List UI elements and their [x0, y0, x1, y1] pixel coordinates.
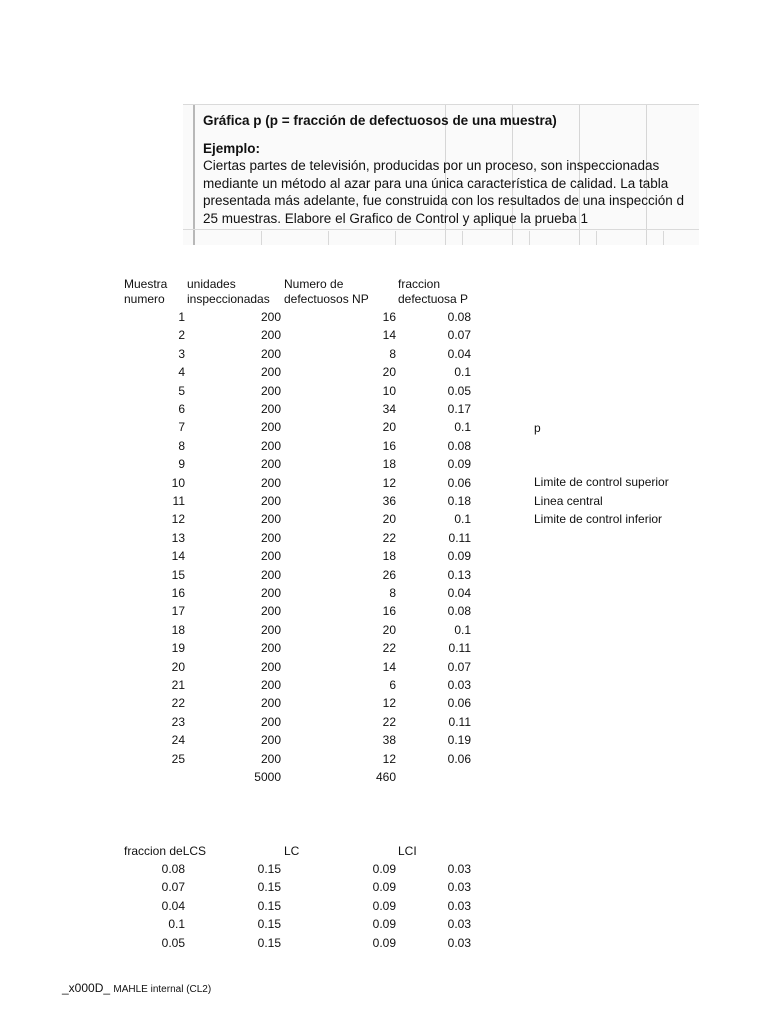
snippet-title: Gráfica p (p = fracción de defectuosos de una muestra) — [203, 113, 557, 128]
table-cell: 24 — [171, 733, 185, 748]
table-cell: 0.04 — [447, 586, 471, 600]
table-cell: 7 — [178, 420, 185, 435]
control-header-lc: LC — [284, 844, 300, 858]
control-table-cell: 0.03 — [447, 862, 471, 876]
table-cell: 23 — [171, 714, 185, 729]
table-cell: 0.08 — [447, 604, 471, 619]
table-cell: 22 — [171, 696, 185, 711]
table-cell: 18 — [171, 622, 185, 637]
table-cell: 8 — [178, 438, 185, 453]
table-cell: 200 — [260, 475, 281, 490]
table-cell: 12 — [382, 696, 396, 711]
table-cell: 10 — [171, 475, 185, 490]
label-lci: Limite de control inferior — [534, 512, 663, 526]
control-table-cell: 0.03 — [447, 935, 471, 950]
table-cell: 0.11 — [448, 714, 471, 729]
table-cell: 14 — [382, 659, 396, 674]
table-cell: 12 — [171, 512, 185, 527]
table-cell: 38 — [382, 733, 396, 748]
table-cell: 200 — [260, 530, 281, 545]
table-cell: 0.08 — [447, 310, 471, 324]
table-cell: 0.13 — [447, 567, 471, 582]
table-cell: 0.07 — [447, 659, 471, 674]
table-cell: 0.1 — [454, 365, 471, 380]
table-cell: 9 — [178, 457, 185, 472]
table-cell: 20 — [382, 622, 396, 637]
table-cell: 200 — [260, 402, 281, 416]
table-cell: 200 — [260, 714, 281, 729]
table-cell: 16 — [171, 586, 185, 600]
header-unidades: unidades inspeccionadas — [187, 277, 270, 306]
table-cell: 0.18 — [447, 494, 471, 508]
table-cell: 22 — [382, 641, 396, 656]
total-units: 5000 — [254, 770, 281, 784]
table-cell: 200 — [260, 622, 281, 637]
control-table-cell: 0.05 — [161, 935, 185, 950]
table-cell: 25 — [171, 751, 185, 766]
table-cell: 0.11 — [448, 530, 471, 545]
control-table-cell: 0.03 — [447, 917, 471, 932]
table-cell: 200 — [260, 604, 281, 619]
table-cell: 200 — [260, 420, 281, 435]
table-cell: 5 — [178, 383, 185, 398]
table-cell: 0.06 — [447, 696, 471, 711]
table-cell: 19 — [171, 641, 185, 656]
table-cell: 200 — [260, 586, 281, 600]
snippet-line: Ciertas partes de televisión, producidas por un proceso, son inspeccionadas — [203, 158, 660, 173]
table-cell: 22 — [382, 530, 396, 545]
table-cell: 0.1 — [454, 512, 471, 527]
control-table-cell: 0.09 — [372, 898, 396, 913]
table-cell: 200 — [260, 310, 281, 324]
table-cell: 20 — [382, 365, 396, 380]
table-cell: 200 — [260, 733, 281, 748]
control-table-cell: 0.04 — [161, 898, 185, 913]
table-cell: 15 — [171, 567, 185, 582]
table-cell: 0.06 — [447, 751, 471, 766]
snippet-line: 25 muestras. Elabore el Grafico de Control y aplique la prueba 1 — [203, 210, 588, 226]
table-cell: 8 — [389, 586, 396, 600]
table-cell: 18 — [382, 457, 396, 472]
table-cell: 0.1 — [454, 420, 471, 435]
table-cell: 13 — [171, 530, 185, 545]
table-cell: 200 — [260, 549, 281, 564]
table-cell: 200 — [260, 751, 281, 766]
table-cell: 200 — [260, 494, 281, 508]
total-defects: 460 — [375, 770, 396, 784]
table-cell: 12 — [382, 475, 396, 490]
table-cell: 20 — [171, 659, 185, 674]
footer — [62, 981, 211, 995]
control-table-cell: 0.03 — [447, 880, 471, 895]
table-cell: 200 — [260, 365, 281, 380]
table-cell: 0.1 — [454, 622, 471, 637]
control-table-cell: 0.15 — [257, 917, 281, 932]
table-cell: 0.06 — [447, 475, 471, 490]
snippet-line: presentada más adelante, fue construida con los resultados de una inspección d — [203, 193, 685, 208]
table-cell: 200 — [260, 659, 281, 674]
table-cell: 0.04 — [447, 346, 471, 361]
table-cell: 3 — [178, 346, 185, 361]
table-cell: 0.07 — [447, 328, 471, 343]
header-muestra: Muestra numero — [124, 277, 168, 306]
control-header-fraccion: fraccion deLCS — [124, 844, 207, 858]
table-cell: 0.11 — [448, 641, 471, 656]
label-lcs: Limite de control superior — [534, 475, 669, 489]
table-cell: 14 — [171, 549, 185, 564]
footer-classification: MAHLE internal (CL2) — [113, 984, 212, 995]
table-cell: 18 — [382, 549, 396, 564]
table-cell: 11 — [172, 494, 185, 508]
table-cell: 36 — [382, 494, 396, 508]
table-cell: 16 — [382, 310, 396, 324]
table-cell: 21 — [171, 678, 185, 692]
snippet-line: mediante un método al azar para una única característica de calidad. La tabla — [203, 175, 669, 191]
table-cell: 200 — [260, 696, 281, 711]
table-cell: 200 — [260, 346, 281, 361]
control-table-cell: 0.15 — [257, 880, 281, 895]
table-cell: 200 — [260, 641, 281, 656]
snippet-subtitle: Ejemplo: — [203, 141, 261, 156]
label-p: p — [534, 421, 541, 435]
control-table-cell: 0.09 — [372, 862, 396, 876]
table-cell: 16 — [382, 604, 396, 619]
table-cell: 0.05 — [447, 383, 471, 398]
table-cell: 200 — [260, 457, 281, 472]
control-table-cell: 0.08 — [161, 862, 185, 876]
control-table-cell: 0.1 — [168, 917, 185, 932]
table-cell: 20 — [382, 512, 396, 527]
control-table-cell: 0.09 — [372, 880, 396, 895]
table-cell: 200 — [260, 438, 281, 453]
table-cell: 6 — [389, 678, 396, 692]
table-cell: 200 — [260, 567, 281, 582]
header-defectuosos: Numero de defectuosos NP — [284, 277, 369, 306]
control-table-cell: 0.15 — [257, 862, 281, 876]
table-cell: 34 — [382, 402, 396, 416]
table-cell: 0.09 — [447, 457, 471, 472]
table-cell: 1 — [178, 310, 185, 324]
table-cell: 0.03 — [447, 678, 471, 692]
table-cell: 200 — [260, 383, 281, 398]
table-cell: 0.17 — [447, 402, 471, 416]
table-cell: 16 — [382, 438, 396, 453]
table-cell: 2 — [178, 328, 185, 343]
table-cell: 0.08 — [447, 438, 471, 453]
control-table-cell: 0.15 — [257, 898, 281, 913]
table-cell: 14 — [382, 328, 396, 343]
control-header-lci: LCI — [398, 844, 417, 858]
table-cell: 200 — [260, 328, 281, 343]
control-table-cell: 0.09 — [372, 935, 396, 950]
control-table-cell: 0.15 — [257, 935, 281, 950]
label-lc: Linea central — [534, 494, 603, 508]
table-cell: 17 — [171, 604, 185, 619]
table-cell: 200 — [260, 512, 281, 527]
control-table-cell: 0.03 — [447, 898, 471, 913]
control-table-cell: 0.09 — [372, 917, 396, 932]
table-cell: 12 — [382, 751, 396, 766]
footer-code: _x000D_ — [62, 981, 111, 995]
table-cell: 8 — [389, 346, 396, 361]
table-cell: 0.09 — [447, 549, 471, 564]
table-cell: 6 — [178, 402, 185, 416]
table-cell: 10 — [382, 383, 396, 398]
table-cell: 22 — [382, 714, 396, 729]
table-cell: 200 — [260, 678, 281, 692]
table-cell: 26 — [382, 567, 396, 582]
table-cell: 20 — [382, 420, 396, 435]
table-cell: 0.19 — [447, 733, 471, 748]
table-cell: 4 — [178, 365, 185, 380]
header-fraccion: fraccion defectuosa P — [398, 277, 469, 306]
control-table-cell: 0.07 — [161, 880, 185, 895]
